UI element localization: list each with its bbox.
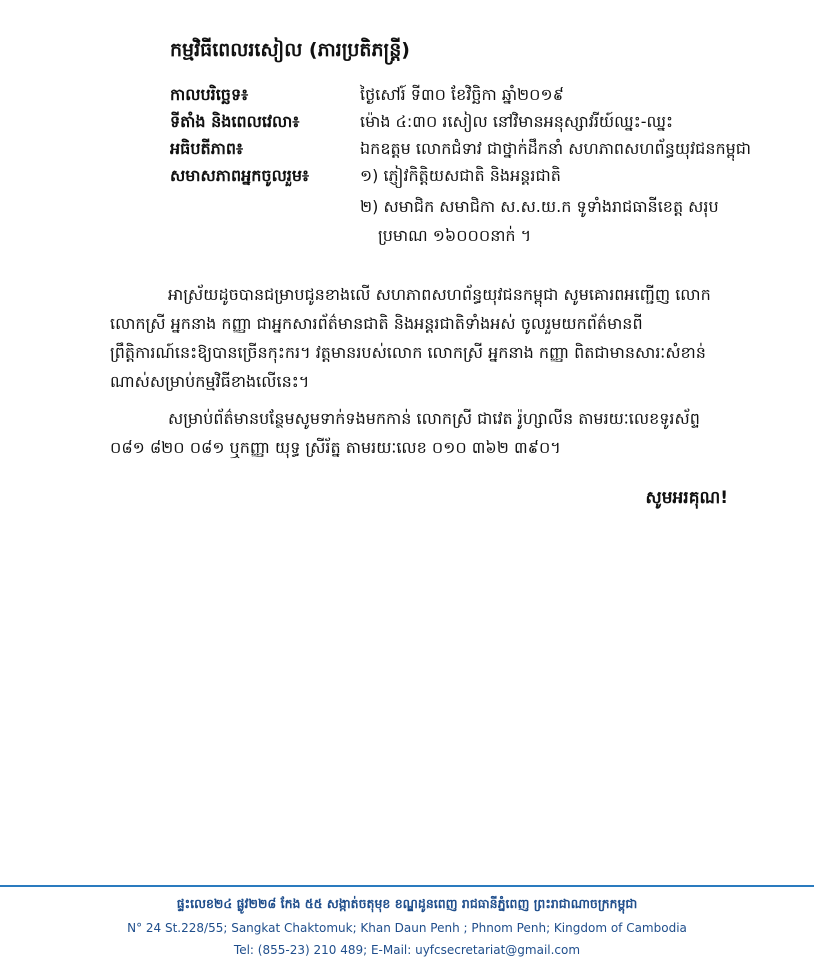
paragraph-line: ០៨១ ៨២០ ០៨១ ឬកញ្ញា យុទ្ធ ស្រីរ័ត្ន តាមរយៈលេខ ០១០ ៣៦២ ៣៩០។ [110,438,561,457]
date-value: ថ្ងៃសៅរ៍ ទី៣០ ខែវិច្ឆិកា ឆ្នាំ២០១៩ [360,85,564,104]
participants-item-2: ២) សមាជិក សមាជិកា ស.ស.យ.ក ទូទាំងរាជធានីខេត្ត សរុប [360,197,719,216]
paragraph-line: អាស្រ័យដូចបានជម្រាបជូនខាងលើ សហភាពសហព័ន្ធយុវជនកម្ពុជា សូមគោរពអញ្ជើញ លោក [168,285,711,304]
venue-value: ម៉ោង ៤:៣០ រសៀល នៅវិមានអនុស្សាវរីយ៍ឈ្នះ-ឈ្នះ [360,112,674,131]
footer-divider [0,885,814,887]
participants-item-2-cont: ប្រមាណ ១៦០០០នាក់ ។ [378,226,532,245]
footer-contact: Tel: (855-23) 210 489; E-Mail: uyfcsecretariat@gmail.com [233,943,581,957]
paragraph-line: លោកស្រី អ្នកនាង កញ្ញា ជាអ្នកសារព័ត៌មានជាតិ និងអន្តរជាតិទាំងអស់ ចូលរួមយកព័ត៌មានពី [110,314,643,333]
paragraph-line: សម្រាប់ព័ត៌មានបន្ថែមសូមទាក់ទងមកកាន់ លោកស្រី ជាវេត រ៉ូហ្សាលីន តាមរយៈលេខទូរស័ព្ទ [168,409,700,428]
footer-address-en: N° 24 St.228/55; Sangkat Chaktomuk; Khan Daun Penh ; Phnom Penh; Kingdom of Cambodia [127,921,687,935]
paragraph-contact [110,404,728,462]
paragraph-line: ព្រឹត្តិការណ៍នេះឱ្យបានច្រើនកុះករ។ វត្តមានរបស់លោក លោកស្រី អ្នកនាង កញ្ញា ពិតជាមានសារៈសំខាន់ [110,343,706,362]
participants-item-1: ១) ភ្ញៀវកិត្តិយសជាតិ និងអន្តរជាតិ [360,166,561,185]
info-row-date [170,84,770,110]
footer-address-km: ផ្ទះលេខ២៤ ផ្លូវ២២៨ កែង ៥៥ សង្កាត់ចតុមុខ ខណ្ឌដូនពេញ រាជធានីភ្នំពេញ ព្រះរាជាណាចក្រកម្ពុជា [176,896,638,911]
info-row-chair [170,138,770,164]
paragraph-line: ណាស់សម្រាប់កម្មវិធីខាងលើនេះ។ [110,372,310,391]
info-row-participants [170,165,770,191]
date-label: កាលបរិច្ឆេទ៖ [170,85,249,104]
venue-label: ទីតាំង និងពេលវេលា៖ [170,112,300,131]
participants-label: សមាសភាពអ្នកចូលរួម៖ [170,166,310,185]
chair-value: ឯកឧត្តម លោកជំទាវ ជាថ្នាក់ដឹកនាំ សហភាពសហព័ន្ធយុវជនកម្ពុជា [360,139,752,158]
thanks-text: សូមអរគុណ! [645,488,728,508]
paragraph-invitation [110,280,728,396]
chair-label: អធិបតីភាព៖ [170,139,244,158]
page-title: កម្មវិធីពេលរសៀល (ភារប្រតិភន្ត្រី) [170,39,410,61]
info-row-venue [170,111,770,137]
